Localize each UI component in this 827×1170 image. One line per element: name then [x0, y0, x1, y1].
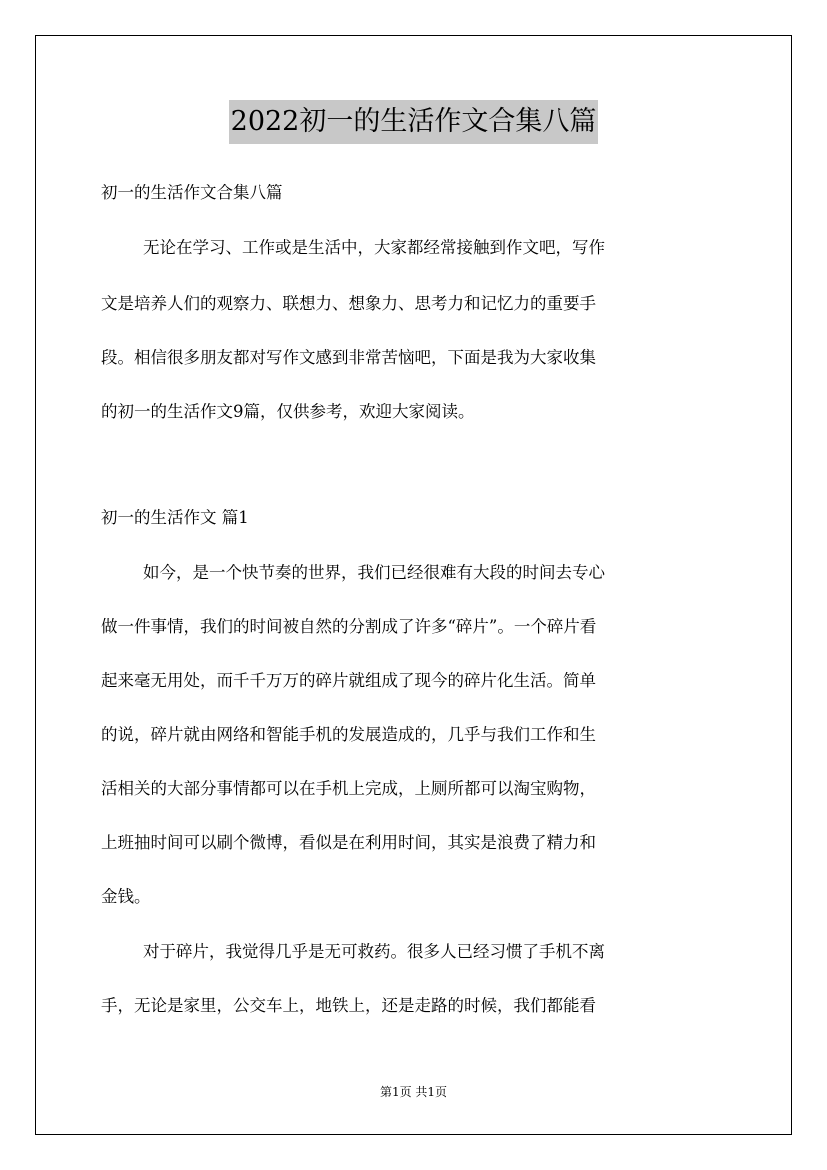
para1-line: 起来毫无用处，而千千万万的碎片就组成了现今的碎片化生活。简单	[101, 671, 596, 690]
intro-line: 文是培养人们的观察力、联想力、想象力、思考力和记忆力的重要手	[101, 294, 596, 313]
intro-line: 段。相信很多朋友都对写作文感到非常苦恼吧，下面是我为大家收集	[101, 348, 596, 367]
para1-line: 做一件事情，我们的时间被自然的分割成了许多“碎片”。一个碎片看	[101, 617, 597, 636]
para1-line: 上班抽时间可以刷个微博，看似是在利用时间，其实是浪费了精力和	[101, 833, 596, 852]
page-footer: 第1页 共1页	[379, 1085, 448, 1099]
intro-line: 的初一的生活作文9篇，仅供参考，欢迎大家阅读。	[101, 402, 475, 421]
intro-line: 无论在学习、工作或是生活中，大家都经常接触到作文吧，写作	[143, 238, 605, 257]
document-title: 2022初一的生活作文合集八篇	[229, 100, 599, 144]
para1-line: 如今，是一个快节奏的世界，我们已经很难有大段的时间去专心	[143, 563, 605, 582]
para1-line: 金钱。	[101, 887, 151, 906]
title-container	[0, 100, 827, 144]
subtitle: 初一的生活作文合集八篇	[101, 183, 283, 202]
para2-line: 手，无论是家里，公交车上，地铁上，还是走路的时候，我们都能看	[101, 996, 596, 1015]
para1-line: 活相关的大部分事情都可以在手机上完成，上厕所都可以淘宝购物，	[101, 779, 596, 798]
para1-line: 的说，碎片就由网络和智能手机的发展造成的，几乎与我们工作和生	[101, 725, 596, 744]
section-heading: 初一的生活作文 篇1	[101, 508, 249, 527]
para2-line: 对于碎片，我觉得几乎是无可救药。很多人已经习惯了手机不离	[143, 942, 605, 961]
